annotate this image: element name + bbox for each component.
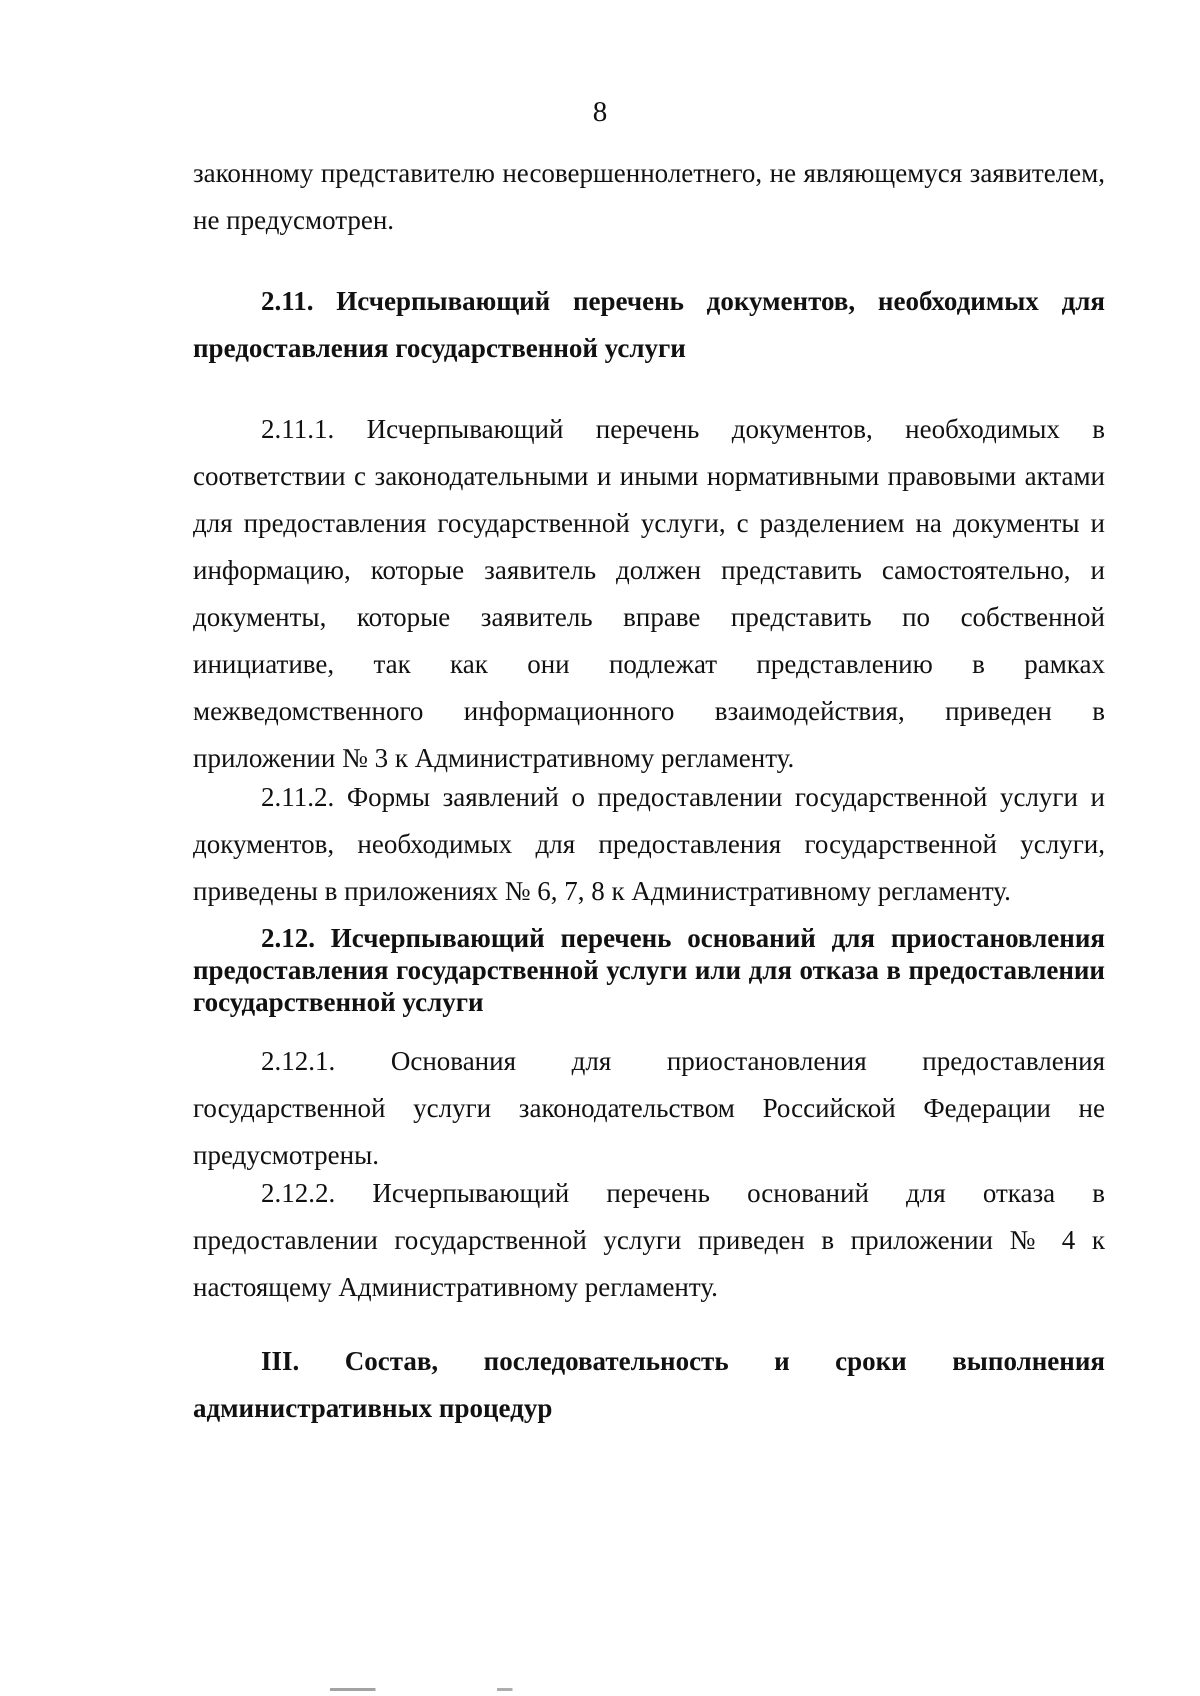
section-2-12-heading (193, 922, 1105, 1018)
section-2-11-paragraph-2 (193, 774, 1105, 915)
section-2-12-1-text: 2.12.1. Основания для приостановления предоставления государственной услуги законодательством Российской Федерации не предусмотрены. (193, 1046, 1105, 1170)
section-2-12-2-text: 2.12.2. Исчерпывающий перечень оснований для отказа в предоставлении государственной услуги приведен в приложении № 4 к настоящему Административному регламенту. (193, 1178, 1105, 1302)
section-2-11-heading (193, 278, 1105, 372)
section-2-12-paragraph-2 (193, 1170, 1105, 1311)
section-2-11-paragraph-1 (193, 406, 1105, 782)
section-3-heading-text: III. Состав, последовательность и сроки выполнения административных процедур (193, 1346, 1105, 1423)
page-number: 8 (592, 96, 608, 128)
section-2-11-1-text: 2.11.1. Исчерпывающий перечень документов, необходимых в соответствии с законодательными и иными нормативными правовыми актами для предоставления государственной услуги, с разделением на документы и информацию, которые заявитель должен представить самостоятельно, и документы, которые заявитель вправе представить по собственной инициативе, так как они подлежат представлению в рамках межведомственного информационного взаимодействия, приведен в приложении № 3 к Административному регламенту. (193, 414, 1105, 773)
scan-artifact-line (330, 1688, 1090, 1691)
section-3-heading (193, 1338, 1105, 1432)
section-2-12-paragraph-1 (193, 1038, 1105, 1179)
continuation-text: законному представителю несовершеннолетнего, не являющемуся заявителем, не предусмотрен. (193, 158, 1105, 235)
section-2-11-heading-text: 2.11. Исчерпывающий перечень документов, необходимых для предоставления государственной услуги (193, 286, 1105, 363)
continuation-paragraph (193, 150, 1105, 244)
section-2-12-heading-text: 2.12. Исчерпывающий перечень оснований для приостановления предоставления государственной услуги или для отказа в предоставлении государственной услуги (193, 923, 1105, 1017)
section-2-11-2-text: 2.11.2. Формы заявлений о предоставлении государственной услуги и документов, необходимых для предоставления государственной услуги, приведены в приложениях № 6, 7, 8 к Административному регламенту. (193, 782, 1105, 906)
